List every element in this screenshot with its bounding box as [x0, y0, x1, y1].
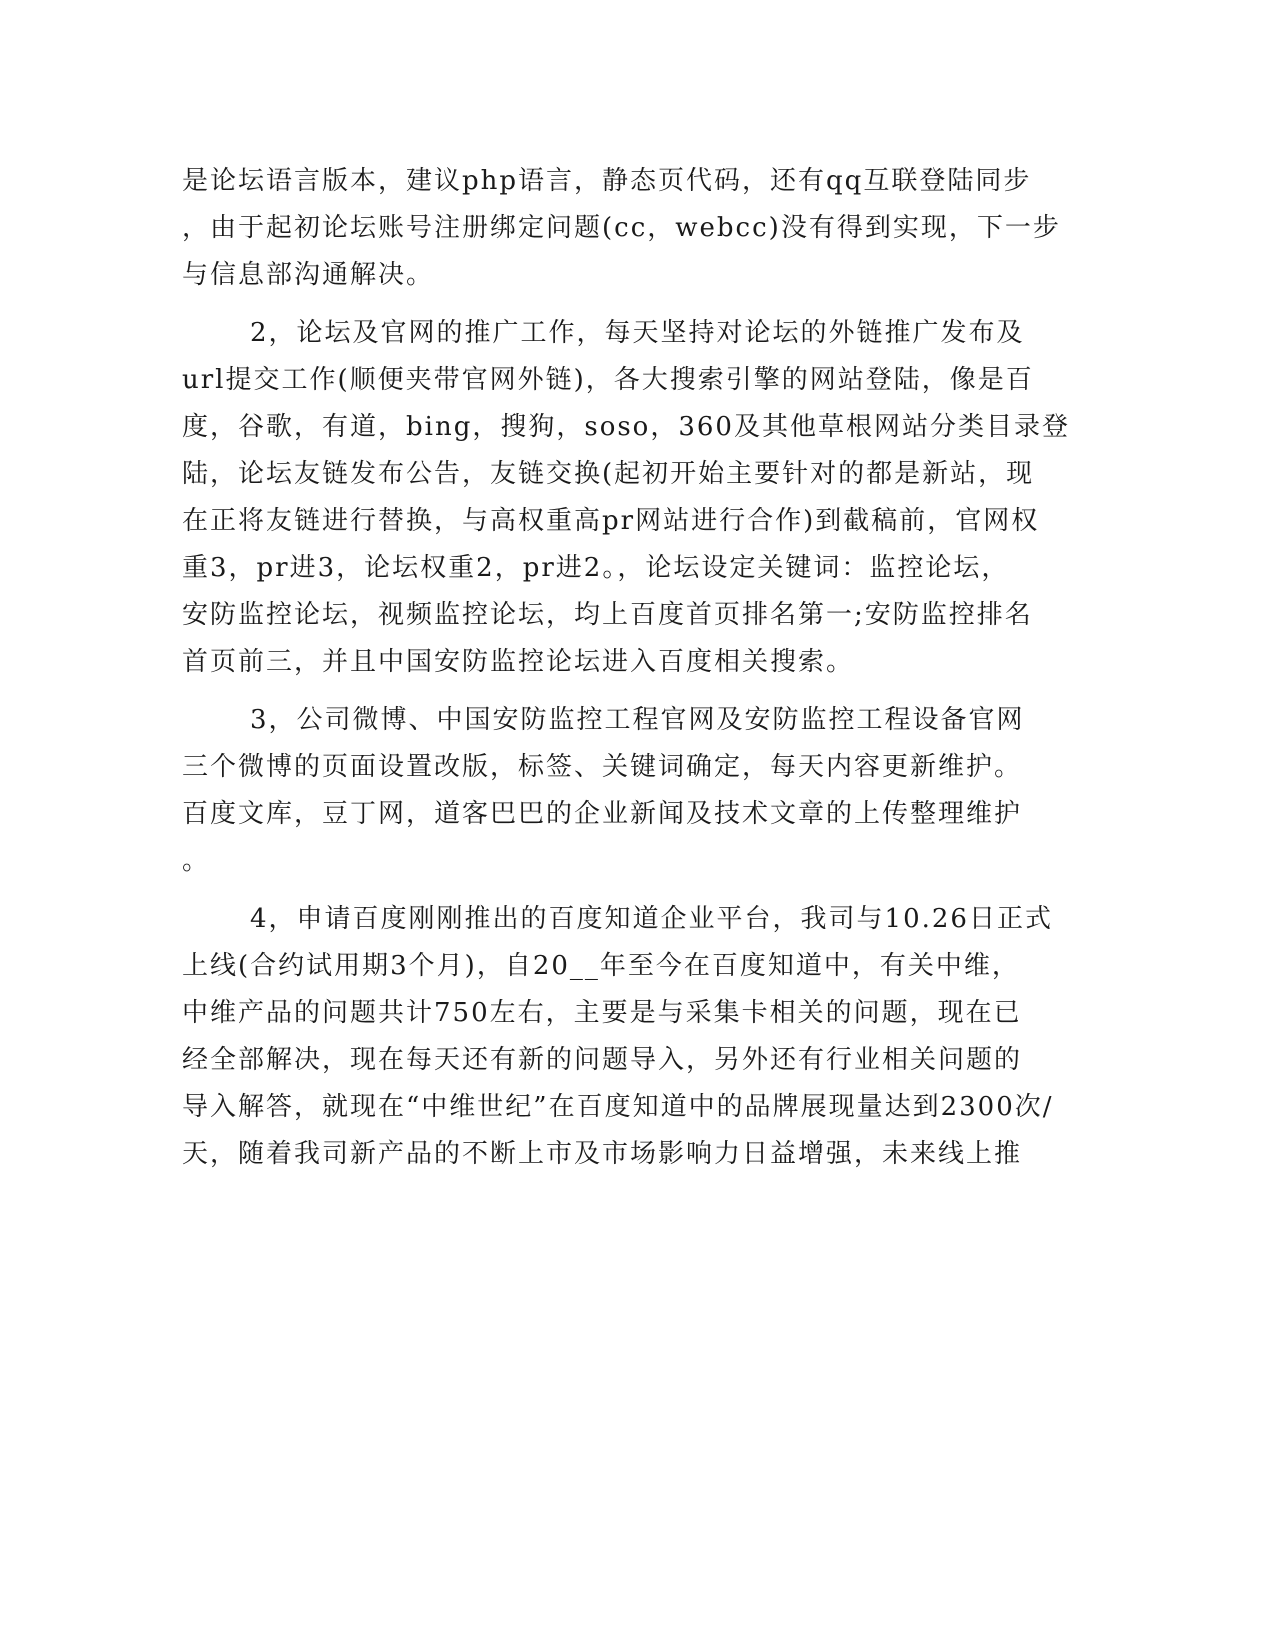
text-line: 天，随着我司新产品的不断上市及市场影响力日益增强，未来线上推: [182, 1139, 1023, 1169]
text-line: 陆，论坛友链发布公告，友链交换(起初开始主要针对的都是新站，现: [182, 459, 1035, 489]
text-line: url提交工作(顺便夹带官网外链)，各大搜索引擎的网站登陆，像是百: [182, 365, 1034, 395]
text-line: 安防监控论坛，视频监控论坛，均上百度首页排名第一;安防监控排名: [182, 600, 1033, 630]
document-body: [182, 158, 1070, 1189]
paragraph-3: [182, 697, 1062, 885]
text-line: 度，谷歌，有道，bing，搜狗，soso，360及其他草根网站分类目录登: [182, 412, 1070, 442]
text-line: 三个微博的页面设置改版，标签、关键词确定，每天内容更新维护。: [182, 752, 1023, 782]
text-line: 2，论坛及官网的推广工作，每天坚持对论坛的外链推广发布及: [250, 318, 1025, 348]
text-line: 3，公司微博、中国安防监控工程官网及安防监控工程设备官网: [250, 705, 1025, 735]
text-line: 。: [182, 846, 211, 876]
text-line: ，由于起初论坛账号注册绑定问题(cc，webcc)没有得到实现，下一步: [182, 213, 1061, 243]
text-line: 与信息部沟通解决。: [182, 260, 435, 290]
text-line: 4，申请百度刚刚推出的百度知道企业平台，我司与10.26日正式: [250, 904, 1053, 934]
paragraph-1: [182, 158, 1062, 299]
text-line: 中维产品的问题共计750左右，主要是与采集卡相关的问题，现在已: [182, 998, 1022, 1028]
text-line: 在正将友链进行替换，与高权重高pr网站进行合作)到截稿前，官网权: [182, 506, 1040, 536]
paragraph-4: [182, 896, 1062, 1178]
text-line: 上线(合约试用期3个月)，自20__年至今在百度知道中，有关中维，: [182, 951, 1020, 981]
text-line: 经全部解决，现在每天还有新的问题导入，另外还有行业相关问题的: [182, 1045, 1023, 1075]
text-line: 导入解答，就现在“中维世纪”在百度知道中的品牌展现量达到2300次/: [182, 1092, 1054, 1122]
text-line: 重3，pr进3，论坛权重2，pr进2。，论坛设定关键词：监控论坛，: [182, 553, 1010, 583]
paragraph-2: [182, 310, 1070, 686]
text-line: 是论坛语言版本，建议php语言，静态页代码，还有qq互联登陆同步: [182, 166, 1032, 196]
text-line: 首页前三，并且中国安防监控论坛进入百度相关搜索。: [182, 647, 855, 677]
text-line: 百度文库，豆丁网，道客巴巴的企业新闻及技术文章的上传整理维护: [182, 799, 1023, 829]
